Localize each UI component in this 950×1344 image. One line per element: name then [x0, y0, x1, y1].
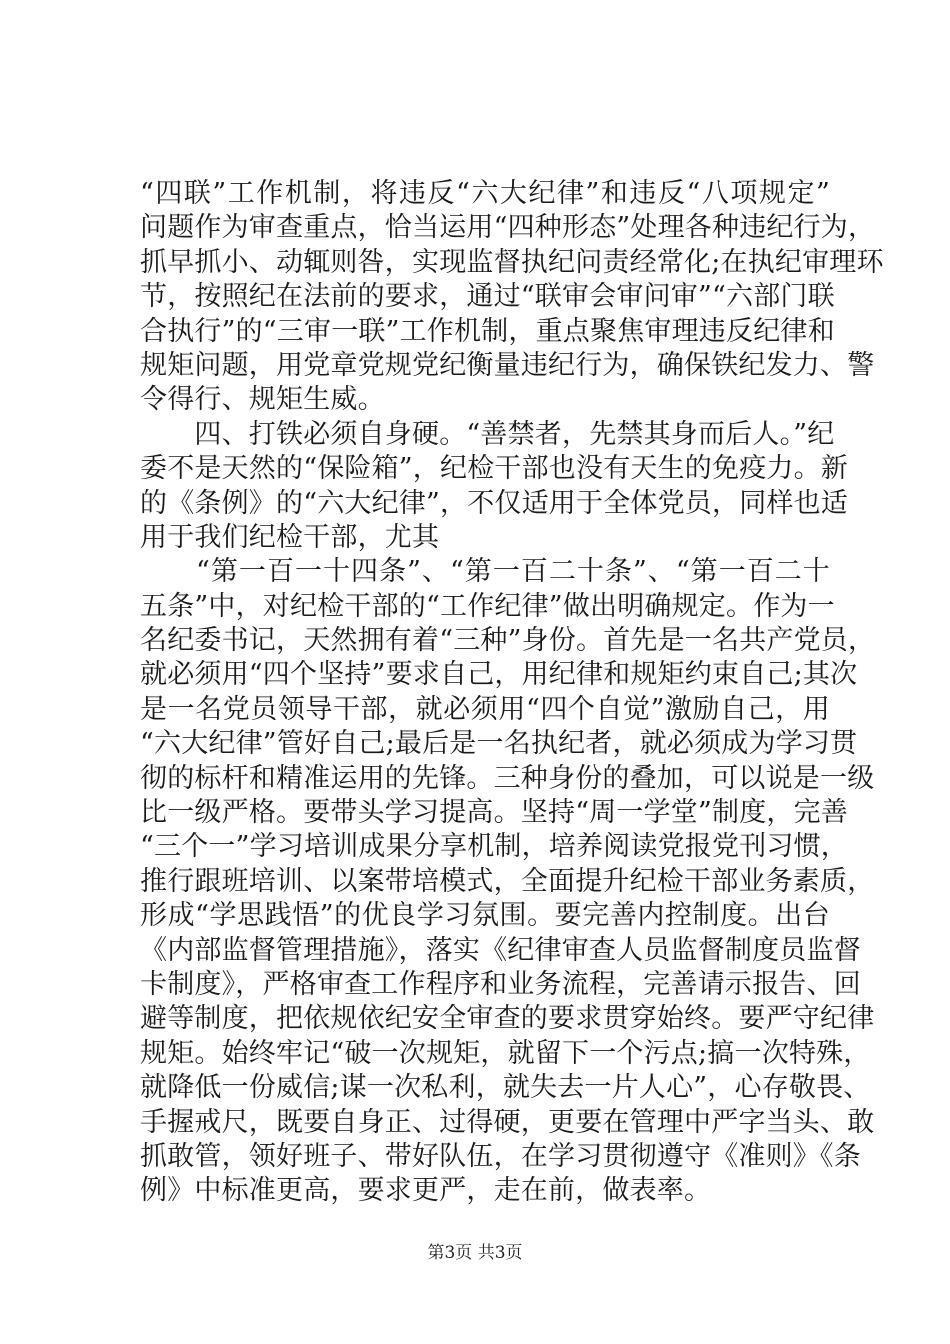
text-line: “四联”工作机制，将违反“六大纪律”和违反“八项规定”: [140, 178, 830, 209]
text-line: 比一级严格。要带头学习提高。坚持“周一学堂”制度，完善: [140, 797, 849, 829]
text-line: 例》中标准更高，要求更严，走在前，做表率。: [140, 1175, 712, 1207]
text-line: “第一百一十四条”、“第一百二十条”、“第一百二十: [140, 556, 830, 588]
text-line: 彻的标杆和精准运用的先锋。三种身份的叠加，可以说是一级: [140, 762, 875, 794]
text-line: 问题作为审查重点，恰当运用“四种形态”处理各种违纪行为，: [140, 212, 876, 244]
text-line: 四、打铁必须自身硬。“善禁者，先禁其身而后人。”纪: [140, 418, 835, 450]
text-line: 避等制度，把依规依纪安全审查的要求贯穿始终。要严守纪律: [140, 1003, 875, 1035]
text-line: 用于我们纪检干部，尤其: [140, 521, 440, 553]
text-line: 规矩。始终牢记“破一次规矩，就留下一个污点;搞一次特殊，: [140, 1037, 871, 1069]
text-line: 的《条例》的“六大纪律”，不仅适用于全体党员，同样也适: [140, 487, 849, 519]
text-line: 形成“学思践悟”的优良学习氛围。要完善内控制度。出台: [140, 900, 830, 932]
text-line: 《内部监督管理措施》，落实《纪律审查人员监督制度员监督: [140, 934, 861, 966]
text-line: “六大纪律”管好自己;最后是一名执纪者，就必须成为学习贯: [140, 728, 858, 760]
text-line: 就降低一份威信;谋一次私利，就失去一片人心”，心存敬畏、: [140, 1072, 871, 1104]
text-line: 五条”中，对纪检干部的“工作纪律”做出明确规定。作为一: [140, 590, 835, 622]
text-line: 合执行”的“三审一联”工作机制，重点聚焦审理违反纪律和: [140, 315, 835, 347]
text-line: 名纪委书记，天然拥有着“三种”身份。首先是一名共产党员，: [140, 625, 876, 657]
text-line: 委不是天然的“保险箱”，纪检干部也没有天生的免疫力。新: [140, 453, 849, 485]
text-line: 令得行、规矩生威。: [140, 384, 385, 416]
text-line: 手握戒尺，既要自身正、过得硬，更要在管理中严字当头、敢: [140, 1106, 875, 1138]
text-line: 节，按照纪在法前的要求，通过“联审会审问审”“六部门联: [140, 281, 835, 313]
text-line: 抓敢管，领好班子、带好队伍，在学习贯彻遵守《准则》《条: [140, 1140, 861, 1172]
text-line: 卡制度》，严格审查工作程序和业务流程，完善请示报告、回: [140, 968, 861, 1000]
text-line: 就必须用“四个坚持”要求自己，用纪律和规矩约束自己;其次: [140, 659, 858, 691]
page-footer: 第3页 共3页: [427, 1243, 523, 1263]
text-line: 规矩问题，用党章党规党纪衡量违纪行为，确保铁纪发力、警: [140, 349, 875, 381]
text-line: “三个一”学习培训成果分享机制，培养阅读党报党刊习惯，: [140, 831, 849, 863]
text-line: 是一名党员领导干部，就必须用“四个自觉”激励自己，用: [140, 693, 830, 725]
body-text: [140, 177, 884, 1209]
text-line: 推行跟班培训、以案带培模式，全面提升纪检干部业务素质，: [140, 865, 875, 897]
text-line: 抓早抓小、动辄则咎，实现监督执纪问责经常化;在执纪审理环: [140, 246, 884, 278]
